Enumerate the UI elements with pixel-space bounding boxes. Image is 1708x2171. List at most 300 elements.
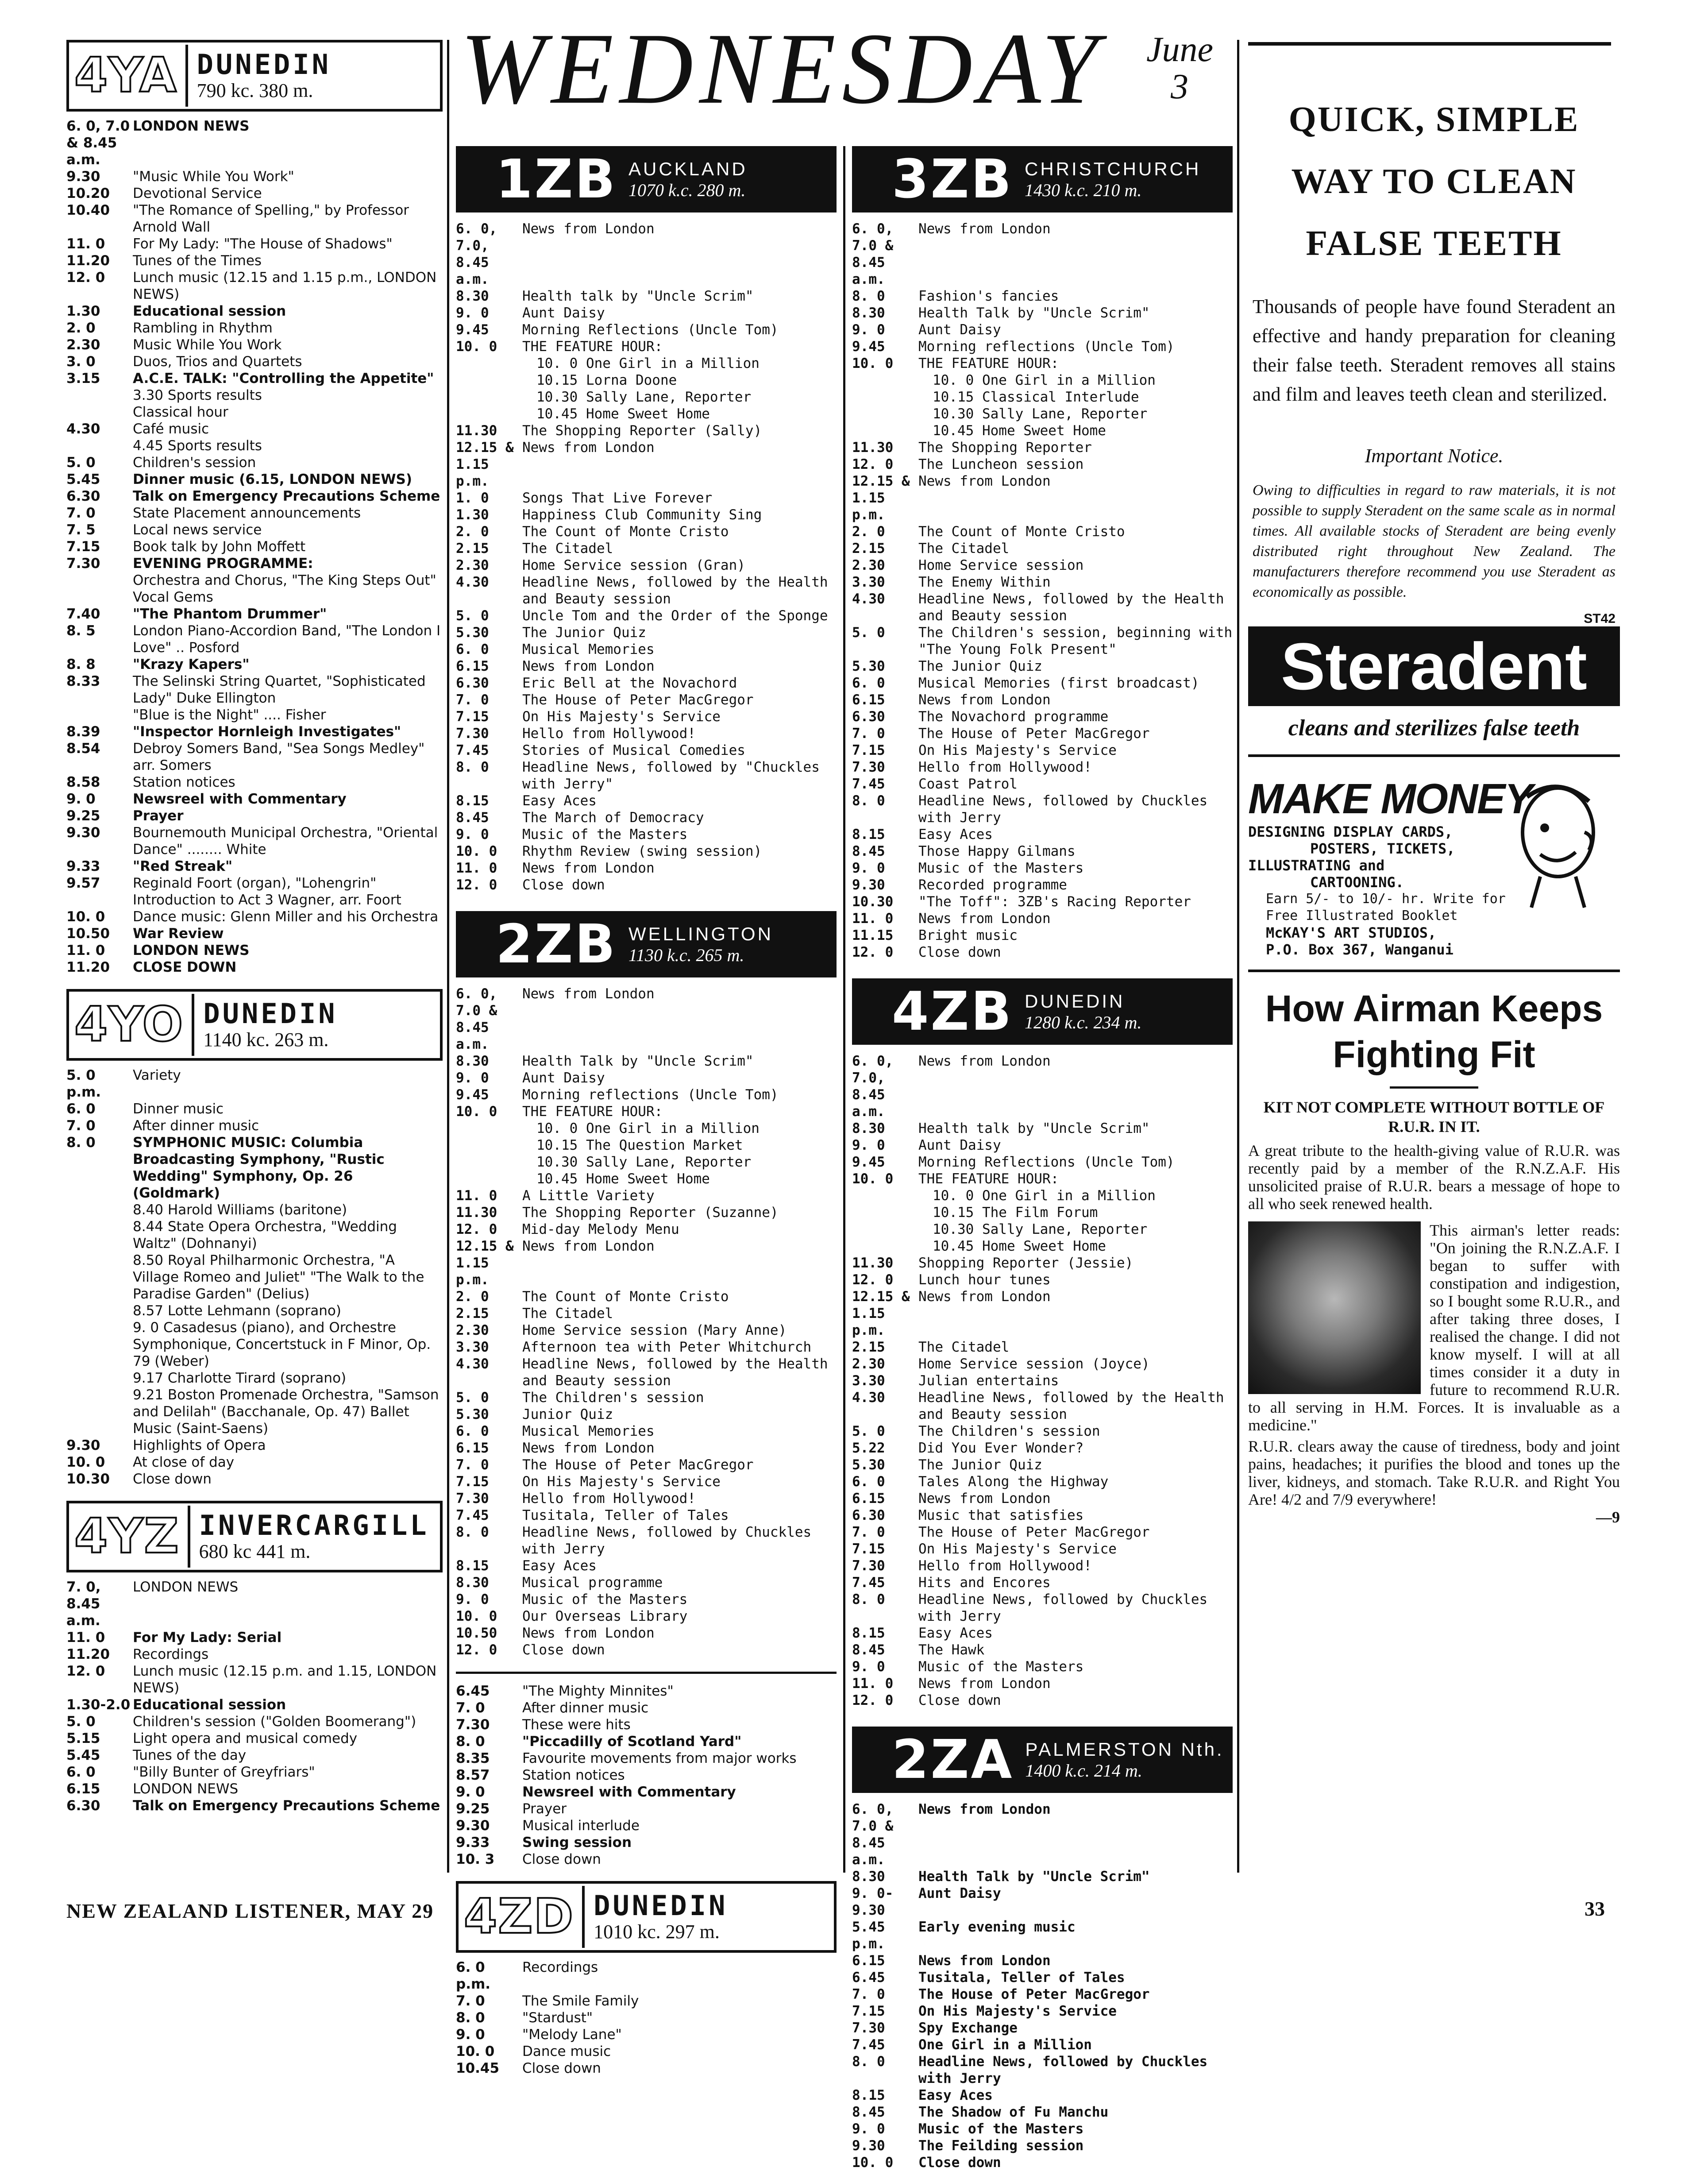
schedule-program: THE FEATURE HOUR:: [918, 355, 1059, 371]
schedule-time: 9.45: [456, 322, 489, 338]
schedule-row: [456, 658, 837, 675]
schedule-program: The Selinski String Quartet, "Sophisticated Lady" Duke Ellington: [133, 673, 426, 706]
station-frequency: 1130 k.c. 265 m.: [628, 945, 744, 965]
schedule-program: Music While You Work: [133, 337, 282, 353]
schedule-time: 5. 0: [66, 1714, 96, 1730]
schedule-row: [852, 2020, 1233, 2036]
schedule-program: News from London: [918, 473, 1051, 489]
schedule-row: [852, 1440, 1233, 1456]
schedule-time: 3.30: [456, 1339, 489, 1355]
schedule-program: The Children's session, beginning with "The Young Folk Present": [918, 625, 1233, 657]
schedule-time: 9. 0: [456, 2027, 485, 2043]
schedule-program: News from London: [522, 1238, 655, 1254]
schedule-program: "Inspector Hornleigh Investigates": [133, 724, 401, 740]
schedule-program: Music of the Masters: [522, 827, 688, 842]
schedule-time: 8.45: [852, 1642, 885, 1658]
schedule-program: A Little Variety: [522, 1188, 655, 1204]
schedule-row: [456, 1070, 837, 1086]
schedule-row: [852, 1372, 1233, 1389]
schedule-program: Home Service session (Joyce): [918, 1356, 1150, 1372]
station-call: 4YZ: [69, 1506, 190, 1568]
schedule-row: [456, 1507, 837, 1524]
schedule-time: 9.30: [66, 1437, 100, 1453]
schedule-row: [852, 422, 1233, 439]
schedule-time: 6. 0, 7.0 & 8.45 a.m.: [456, 986, 497, 1052]
schedule-row: [66, 454, 443, 471]
schedule-program: Mid-day Melody Menu: [522, 1221, 679, 1237]
schedule-row: [66, 1252, 443, 1302]
schedule-time: [456, 1120, 522, 1137]
schedule-time: 7.45: [852, 776, 885, 792]
schedule-time: 11. 0: [852, 1676, 894, 1692]
schedule-program: Health Talk by "Uncle Scrim": [522, 1053, 754, 1069]
schedule-row: [66, 791, 443, 807]
schedule-program: News from London: [522, 860, 655, 876]
ad-intro: A great tribute to the health-giving value of R.U.R. was recently paid by a member of the R.N.Z.A.F. His unsolicited praise of R.U.R. bears a message of hope to all who seek renewed health.: [1248, 1142, 1620, 1213]
ad-line-4: CARTOONING.: [1310, 874, 1404, 891]
schedule-time: 11.20: [66, 253, 110, 269]
schedule-program: Aunt Daisy: [522, 1070, 605, 1086]
schedule-time: 11.30: [852, 1255, 894, 1271]
schedule-program: Close down: [918, 2155, 1001, 2171]
schedule-program: The Junior Quiz: [918, 658, 1042, 674]
schedule-program: Reginald Foort (organ), "Lohengrin" Introduction to Act 3 Wagner, arr. Foort: [133, 875, 401, 908]
schedule-program: 8.50 Royal Philharmonic Orchestra, "A Village Romeo and Juliet" "The Walk to the Paradise Garden" (Delius): [133, 1252, 424, 1302]
schedule-time: 6.30: [66, 488, 100, 504]
schedule-time: 7.40: [66, 606, 100, 622]
schedule-time: 10. 3: [456, 1851, 495, 1867]
schedule-program: Close down: [918, 1692, 1001, 1708]
schedule-time: 8.58: [66, 774, 100, 790]
schedule-time: 10.50: [66, 926, 110, 942]
column-advertisements: [1244, 40, 1624, 1526]
schedule-row: [456, 557, 837, 574]
schedule-time: 7.15: [456, 1474, 489, 1490]
schedule-row: [456, 1817, 837, 1834]
schedule-program: News from London: [918, 1676, 1051, 1692]
schedule-time: 2.30: [456, 1322, 489, 1338]
schedule-program: The Junior Quiz: [522, 625, 646, 641]
schedule-time: 8.30: [456, 1053, 489, 1069]
schedule-time: 7. 0: [852, 1524, 885, 1540]
ad-line-1: DESIGNING DISPLAY CARDS,: [1248, 823, 1453, 840]
schedule-program: The Shopping Reporter: [918, 440, 1092, 456]
schedule-time: 6. 0, 7.0 & 8.45 a.m.: [66, 118, 130, 168]
schedule-row: [456, 691, 837, 708]
schedule-program: News from London: [918, 221, 1051, 237]
footer-publication: NEW ZEALAND LISTENER, MAY 29: [66, 1900, 434, 1922]
schedule-row: [456, 759, 837, 792]
schedule-program: News from London: [918, 1289, 1051, 1305]
schedule-row: [852, 1574, 1233, 1591]
schedule-program: 10.45 Home Sweet Home: [536, 1171, 710, 1187]
schedule-time: 8.15: [456, 793, 489, 809]
schedule-row: [456, 1170, 837, 1187]
schedule-row: [456, 1557, 837, 1574]
schedule-program: Close down: [522, 1642, 605, 1658]
schedule-program: 10.45 Home Sweet Home: [933, 1238, 1106, 1254]
schedule-row: [852, 893, 1233, 910]
schedule-program: 10.15 The Question Market: [536, 1137, 743, 1153]
schedule-time: 6. 0, 7.0, 8.45 a.m.: [456, 221, 497, 287]
schedule-program: Devotional Service: [133, 185, 262, 201]
divider: [1390, 1086, 1478, 1089]
schedule-time: 3.15: [66, 371, 100, 386]
schedule-time: 6. 0: [456, 641, 489, 657]
schedule-row: [852, 944, 1233, 961]
schedule-time: 8.39: [66, 724, 100, 740]
column-commercial-2: [852, 146, 1233, 2171]
schedule-program: London Piano-Accordion Band, "The London I Love" .. Posford: [133, 623, 441, 656]
schedule-time: 11. 0: [66, 943, 105, 958]
schedule-time: 12.15 & 1.15 p.m.: [852, 1289, 910, 1338]
column-rule-2: [843, 146, 845, 1873]
notice-text: Owing to difficulties in regard to raw materials, it is not possible to supply Steradent on the same scale as in normal times. All available stocks of Steradent are being evenly distributed right throughout New Zealand. The manufacturers therefore recommend you use Steradent as economically as possible.: [1253, 482, 1615, 600]
schedule-row: [66, 353, 443, 370]
schedule-row: [456, 1490, 837, 1507]
schedule-time: 5.30: [456, 1406, 489, 1422]
schedule-time: 12. 0: [456, 1221, 497, 1237]
schedule-program: The Citadel: [918, 541, 1010, 556]
schedule-program: "Krazy Kapers": [133, 657, 250, 672]
schedule-time: 11.30: [852, 440, 894, 456]
schedule-time: 4.30: [852, 1390, 885, 1406]
schedule-row: [456, 1103, 837, 1120]
schedule-time: [852, 1187, 918, 1204]
schedule-row: [852, 708, 1233, 725]
schedule-row: [456, 1834, 837, 1851]
schedule-time: 4.30: [852, 591, 885, 607]
schedule-program: The Citadel: [522, 1306, 613, 1321]
schedule-row: [66, 505, 443, 522]
schedule-2zb: [456, 985, 837, 1658]
schedule-program: LONDON NEWS: [133, 943, 250, 958]
schedule-row: [456, 1733, 837, 1750]
schedule-row: [852, 1154, 1233, 1170]
schedule-program: Duos, Trios and Quartets: [133, 354, 302, 370]
schedule-time: 10. 0: [456, 339, 497, 355]
schedule-time: 12.15 & 1.15 p.m.: [456, 440, 514, 489]
schedule-program: 4.45 Sports results: [133, 438, 262, 454]
schedule-time: 6.15: [852, 1491, 885, 1507]
schedule-time: 9.30: [456, 1818, 490, 1834]
schedule-row: [66, 1454, 443, 1471]
schedule-program: Easy Aces: [918, 1625, 993, 1641]
schedule-row: [66, 168, 443, 185]
schedule-row: [456, 1767, 837, 1784]
schedule-program: 10.30 Sally Lane, Reporter: [536, 389, 752, 405]
schedule-program: State Placement announcements: [133, 505, 361, 521]
schedule-row: [456, 641, 837, 658]
station-header-4yo: [66, 989, 443, 1061]
schedule-row: [66, 673, 443, 707]
station-frequency: 1140 kc. 263 m.: [203, 1029, 329, 1051]
schedule-row: [852, 523, 1233, 540]
schedule-time: 11. 0: [66, 236, 105, 252]
schedule-program: For My Lady: "The House of Shadows": [133, 236, 393, 252]
schedule-program: Dance music: Glenn Miller and his Orchestra: [133, 909, 439, 925]
schedule-time: 8.30: [852, 1120, 885, 1136]
schedule-time: 6.30: [852, 709, 885, 725]
schedule-row: [66, 740, 443, 774]
schedule-program: Bright music: [918, 927, 1018, 943]
schedule-row: [456, 860, 837, 877]
schedule-row: [66, 606, 443, 622]
schedule-program: Headline News, followed by Chuckles with Jerry: [918, 1592, 1208, 1624]
schedule-program: Musical Memories (first broadcast): [918, 675, 1199, 691]
schedule-row: [852, 1356, 1233, 1372]
schedule-time: 7. 5: [66, 522, 96, 538]
ad-line-5: Earn 5/- to 10/- hr. Write for Free Illustrated Booklet: [1266, 891, 1506, 923]
schedule-time: 6.30: [66, 1798, 100, 1814]
schedule-row: [852, 1238, 1233, 1255]
schedule-program: Early evening music: [918, 1919, 1076, 1935]
schedule-program: 10.15 Classical Interlude: [933, 389, 1139, 405]
schedule-program: Coast Patrol: [918, 776, 1018, 792]
schedule-row: [66, 1713, 443, 1730]
schedule-program: News from London: [918, 1953, 1051, 1969]
schedule-row: [852, 792, 1233, 826]
schedule-program: Morning reflections (Uncle Tom): [522, 1087, 779, 1103]
schedule-program: Educational session: [133, 1697, 286, 1713]
schedule-4yz: [66, 1579, 443, 1814]
schedule-row: [66, 774, 443, 791]
schedule-row: [852, 826, 1233, 843]
station-city: DUNEDIN: [203, 997, 338, 1030]
schedule-program: Health Talk by "Uncle Scrim": [918, 1869, 1150, 1885]
schedule-program: "Red Streak": [133, 858, 233, 874]
schedule-program: Debroy Somers Band, "Sea Songs Medley" arr. Somers: [133, 741, 425, 773]
schedule-row: [456, 1120, 837, 1137]
schedule-time: 9.45: [456, 1087, 489, 1103]
schedule-4ya: [66, 118, 443, 976]
schedule-row: [456, 1993, 837, 2009]
schedule-program: 10.30 Sally Lane, Reporter: [933, 406, 1148, 422]
schedule-program: 10.45 Home Sweet Home: [536, 406, 710, 422]
ad-headline-2: WAY TO CLEAN: [1291, 162, 1577, 201]
schedule-time: 6. 0, 7.0 & 8.45 a.m.: [852, 1801, 894, 1868]
schedule-time: 12. 0: [852, 456, 894, 472]
schedule-time: [852, 1238, 918, 1255]
schedule-time: 9. 0: [456, 1784, 485, 1800]
schedule-time: 7. 0, 8.45 a.m.: [66, 1579, 101, 1629]
schedule-time: 5. 0: [456, 608, 489, 624]
schedule-time: 9. 0: [456, 1592, 489, 1607]
schedule-time: [456, 406, 522, 422]
schedule-time: 2. 0: [456, 524, 489, 540]
schedule-row: [456, 1750, 837, 1767]
schedule-2zb-evening: [456, 1683, 837, 1868]
schedule-row: [852, 456, 1233, 473]
schedule-time: 6.15: [852, 1953, 885, 1969]
schedule-row: [456, 355, 837, 372]
schedule-program: News from London: [522, 1440, 655, 1456]
schedule-row: [456, 1440, 837, 1456]
schedule-time: 8.54: [66, 741, 100, 757]
schedule-time: 9.25: [456, 1801, 490, 1817]
schedule-program: The March of Democracy: [522, 810, 704, 826]
schedule-program: LONDON NEWS: [133, 1579, 239, 1595]
schedule-program: Educational session: [133, 303, 286, 319]
schedule-time: 5.45: [66, 1747, 100, 1763]
schedule-program: "Billy Bunter of Greyfriars": [133, 1764, 315, 1780]
station-header-2zb: [456, 911, 837, 977]
station-frequency: 1070 k.c. 280 m.: [628, 180, 746, 200]
schedule-row: [852, 1919, 1233, 1952]
schedule-time: [66, 1387, 133, 1437]
schedule-time: 2.15: [852, 541, 885, 556]
schedule-4yo: [66, 1067, 443, 1487]
station-frequency: 1010 kc. 297 m.: [594, 1921, 720, 1943]
schedule-program: Musical Memories: [522, 641, 655, 657]
schedule-program: Close down: [522, 877, 605, 893]
schedule-row: [66, 336, 443, 353]
schedule-row: [852, 540, 1233, 557]
schedule-program: EVENING PROGRAMME:: [133, 556, 313, 572]
schedule-program: The Enemy Within: [918, 574, 1051, 590]
schedule-row: [66, 1302, 443, 1319]
schedule-row: [456, 624, 837, 641]
schedule-program: On His Majesty's Service: [918, 1541, 1117, 1557]
schedule-program: Fashion's fancies: [918, 288, 1059, 304]
schedule-time: [66, 1218, 133, 1252]
schedule-program: Rhythm Review (swing session): [522, 843, 762, 859]
schedule-time: 7.45: [852, 2037, 885, 2053]
schedule-time: 7.15: [852, 1541, 885, 1557]
ad-line-3: ILLUSTRATING and: [1248, 857, 1385, 874]
schedule-row: [456, 1524, 837, 1557]
schedule-time: 6. 0: [852, 1474, 885, 1490]
schedule-row: [456, 1683, 837, 1700]
station-frequency: 1400 k.c. 214 m.: [1025, 1760, 1142, 1781]
schedule-program: "Piccadilly of Scotland Yard": [522, 1734, 742, 1750]
schedule-row: [456, 523, 837, 540]
schedule-row: [456, 1137, 837, 1154]
schedule-program: Favourite movements from major works: [522, 1750, 797, 1766]
schedule-program: Uncle Tom and the Order of the Sponge: [522, 608, 828, 624]
schedule-row: [852, 2053, 1233, 2087]
schedule-time: 10.20: [66, 185, 110, 201]
schedule-row: [456, 1625, 837, 1642]
schedule-row: [66, 1437, 443, 1454]
schedule-program: Newsreel with Commentary: [522, 1784, 736, 1800]
schedule-time: 5.30: [852, 1457, 885, 1473]
station-name-block: [190, 1510, 429, 1563]
schedule-time: 12. 0: [852, 1692, 894, 1708]
schedule-time: 5.30: [456, 625, 489, 641]
schedule-program: Those Happy Gilmans: [918, 843, 1076, 859]
schedule-program: Julian entertains: [918, 1373, 1059, 1389]
ad-line-7: P.O. Box 367, Wanganui: [1266, 941, 1454, 958]
schedule-row: [852, 1557, 1233, 1574]
schedule-program: LONDON NEWS: [133, 1781, 239, 1797]
schedule-row: [456, 372, 837, 389]
schedule-time: 9. 0: [456, 305, 489, 321]
schedule-row: [66, 320, 443, 336]
schedule-row: [66, 1218, 443, 1252]
schedule-program: These were hits: [522, 1717, 631, 1733]
schedule-program: "The Toff": 3ZB's Racing Reporter: [918, 894, 1191, 910]
station-city: INVERCARGILL: [199, 1509, 429, 1541]
schedule-row: [852, 2137, 1233, 2154]
schedule-program: The Novachord programme: [918, 709, 1109, 725]
schedule-time: [66, 1302, 133, 1319]
schedule-time: 9. 0: [852, 1659, 885, 1675]
schedule-row: [66, 118, 443, 168]
schedule-time: 2.30: [852, 1356, 885, 1372]
schedule-row: [66, 1781, 443, 1797]
schedule-time: 3. 0: [66, 354, 96, 370]
schedule-time: 2. 0: [456, 1289, 489, 1305]
schedule-time: 7. 0: [456, 692, 489, 708]
schedule-time: 7.30: [456, 726, 489, 742]
schedule-row: [852, 1137, 1233, 1154]
schedule-row: [456, 708, 837, 725]
schedule-program: Headline News, followed by the Health and Beauty session: [918, 1390, 1224, 1422]
schedule-time: 8.15: [852, 827, 885, 842]
schedule-program: "Melody Lane": [522, 2027, 622, 2043]
schedule-time: 8.33: [66, 673, 100, 689]
brand-tagline: cleans and sterilizes false teeth: [1248, 706, 1620, 757]
schedule-time: 7. 0: [456, 1993, 485, 2009]
schedule-row: [66, 824, 443, 858]
schedule-time: 7.45: [456, 742, 489, 758]
schedule-time: 9.30: [852, 877, 885, 893]
schedule-program: Headline News, followed by Chuckles with Jerry: [918, 2054, 1208, 2086]
schedule-row: [456, 843, 837, 860]
schedule-2za: [852, 1801, 1233, 2171]
schedule-row: [456, 742, 837, 759]
schedule-program: News from London: [918, 692, 1051, 708]
schedule-time: 2.30: [852, 557, 885, 573]
schedule-program: Easy Aces: [918, 2087, 993, 2103]
schedule-row: [852, 1389, 1233, 1423]
ad-rur: [1248, 985, 1620, 1526]
schedule-row: [456, 1700, 837, 1716]
schedule-row: [456, 1784, 837, 1800]
schedule-time: [456, 1137, 522, 1154]
schedule-row: [456, 1204, 837, 1221]
schedule-row: [66, 1067, 443, 1101]
schedule-program: 10.30 Sally Lane, Reporter: [536, 1154, 752, 1170]
schedule-time: [456, 355, 522, 372]
page-number: 33: [1585, 1897, 1605, 1920]
schedule-program: 9. 0 Casadesus (piano), and Orchestre Symphonique, Concertstuck in F Minor, Op. 79 (Weber): [133, 1320, 431, 1369]
schedule-row: [456, 422, 837, 439]
station-name-block: [585, 1891, 728, 1943]
schedule-time: 4.30: [66, 421, 100, 437]
schedule-row: [852, 406, 1233, 422]
schedule-row: [456, 1406, 837, 1423]
schedule-time: 9. 0: [852, 1137, 885, 1153]
schedule-row: [456, 321, 837, 338]
station-city: DUNEDIN: [594, 1889, 728, 1922]
schedule-program: Recordings: [522, 1959, 598, 1975]
schedule-program: Tunes of the Times: [133, 253, 262, 269]
schedule-program: Dinner music (6.15, LONDON NEWS): [133, 471, 413, 487]
schedule-program: THE FEATURE HOUR:: [918, 1171, 1059, 1187]
column-rule-1: [447, 40, 449, 1873]
schedule-time: 6.45: [456, 1683, 490, 1699]
schedule-row: [456, 2060, 837, 2077]
schedule-program: 9.21 Boston Promenade Orchestra, "Samson and Delilah" (Bacchanale, Op. 47) Ballet Music (Saint-Saens): [133, 1387, 439, 1437]
schedule-row: [66, 185, 443, 202]
schedule-program: Headline News, followed by Chuckles with Jerry: [918, 793, 1208, 826]
schedule-program: News from London: [522, 986, 655, 1002]
schedule-time: 9. 0: [852, 322, 885, 338]
schedule-row: [852, 305, 1233, 321]
schedule-time: 8. 5: [66, 623, 96, 639]
